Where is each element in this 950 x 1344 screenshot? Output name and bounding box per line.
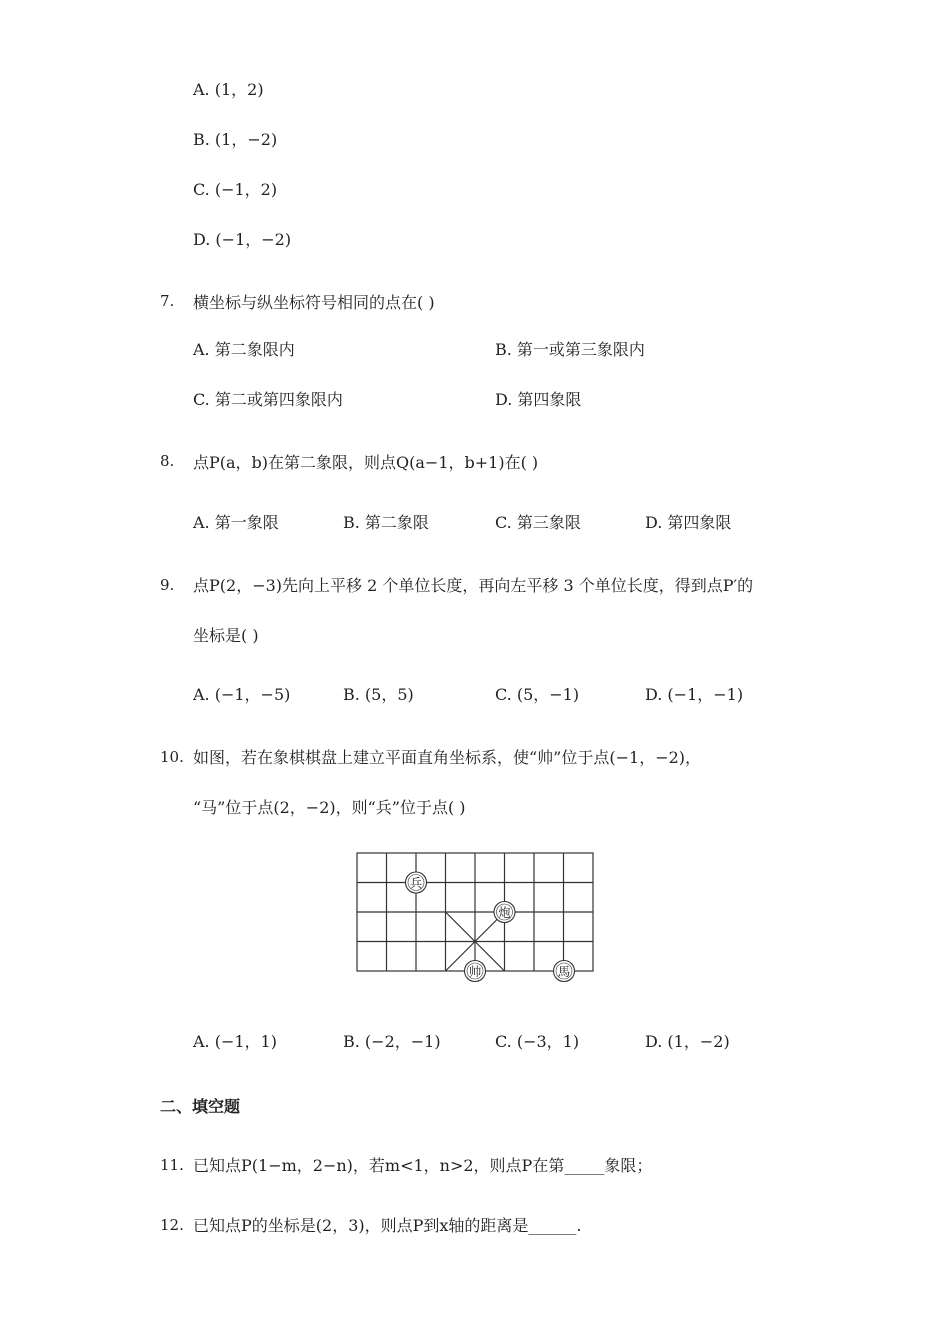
q10-option-c: C. (−3，1)	[495, 1032, 580, 1051]
q7-number: 7.	[160, 292, 175, 310]
q8-option-d: D. 第四象限	[645, 513, 732, 532]
piece-shuai-label: 帅	[468, 964, 482, 979]
q6-option-c: C. (−1，2)	[193, 180, 278, 199]
q9-option-a: A. (−1，−5)	[193, 685, 291, 704]
q10-option-b: B. (−2，−1)	[343, 1032, 441, 1051]
q8-number: 8.	[160, 452, 175, 470]
q11-stem: 已知点P(1−m，2−n)，若m<1，n>2，则点P在第_____象限；	[193, 1156, 653, 1175]
piece-pao-label: 炮	[498, 905, 511, 920]
q9-option-c: C. (5，−1)	[495, 685, 580, 704]
section-heading-fill-in: 二、填空题	[160, 1097, 241, 1116]
q8-option-c: C. 第三象限	[495, 513, 581, 532]
q8-option-a: A. 第一象限	[193, 513, 279, 532]
q7-option-b: B. 第一或第三象限内	[495, 340, 645, 359]
q10-stem-line2: “马”位于点(2，−2)，则“兵”位于点( )	[193, 798, 466, 817]
q12-stem: 已知点P的坐标是(2，3)，则点P到x轴的距离是______.	[193, 1216, 582, 1235]
q10-option-a: A. (−1，1)	[193, 1032, 277, 1051]
chessboard-figure	[350, 845, 602, 985]
q7-option-d: D. 第四象限	[495, 390, 582, 409]
q9-option-d: D. (−1，−1)	[645, 685, 744, 704]
piece-bing-label: 兵	[409, 875, 423, 891]
piece-bing	[406, 872, 427, 893]
q6-option-a: A. (1，2)	[193, 80, 264, 99]
q11-number: 11.	[160, 1156, 184, 1174]
q6-option-d: D. (−1，−2)	[193, 230, 292, 249]
q10-stem-line1: 如图，若在象棋棋盘上建立平面直角坐标系，使“帅”位于点(−1，−2)，	[193, 748, 702, 767]
q7-option-a: A. 第二象限内	[193, 340, 295, 359]
chessboard-grid	[357, 853, 593, 971]
q10-number: 10.	[160, 748, 184, 766]
q9-option-b: B. (5，5)	[343, 685, 414, 704]
q9-stem-line1: 点P(2，−3)先向上平移 2 个单位长度，再向左平移 3 个单位长度，得到点P′的	[193, 576, 754, 595]
q9-stem-line2: 坐标是( )	[193, 626, 259, 645]
piece-ma-label: 馬	[557, 964, 571, 979]
q9-number: 9.	[160, 576, 175, 594]
q10-option-d: D. (1，−2)	[645, 1032, 730, 1051]
q6-option-b: B. (1，−2)	[193, 130, 278, 149]
q7-stem: 横坐标与纵坐标符号相同的点在( )	[193, 293, 435, 312]
q7-option-c: C. 第二或第四象限内	[193, 390, 343, 409]
piece-ma	[554, 961, 575, 982]
q8-stem: 点P(a，b)在第二象限，则点Q(a−1，b+1)在( )	[193, 453, 539, 472]
piece-pao	[494, 902, 515, 923]
piece-shuai	[465, 961, 486, 982]
q8-option-b: B. 第二象限	[343, 513, 429, 532]
q12-number: 12.	[160, 1216, 184, 1234]
